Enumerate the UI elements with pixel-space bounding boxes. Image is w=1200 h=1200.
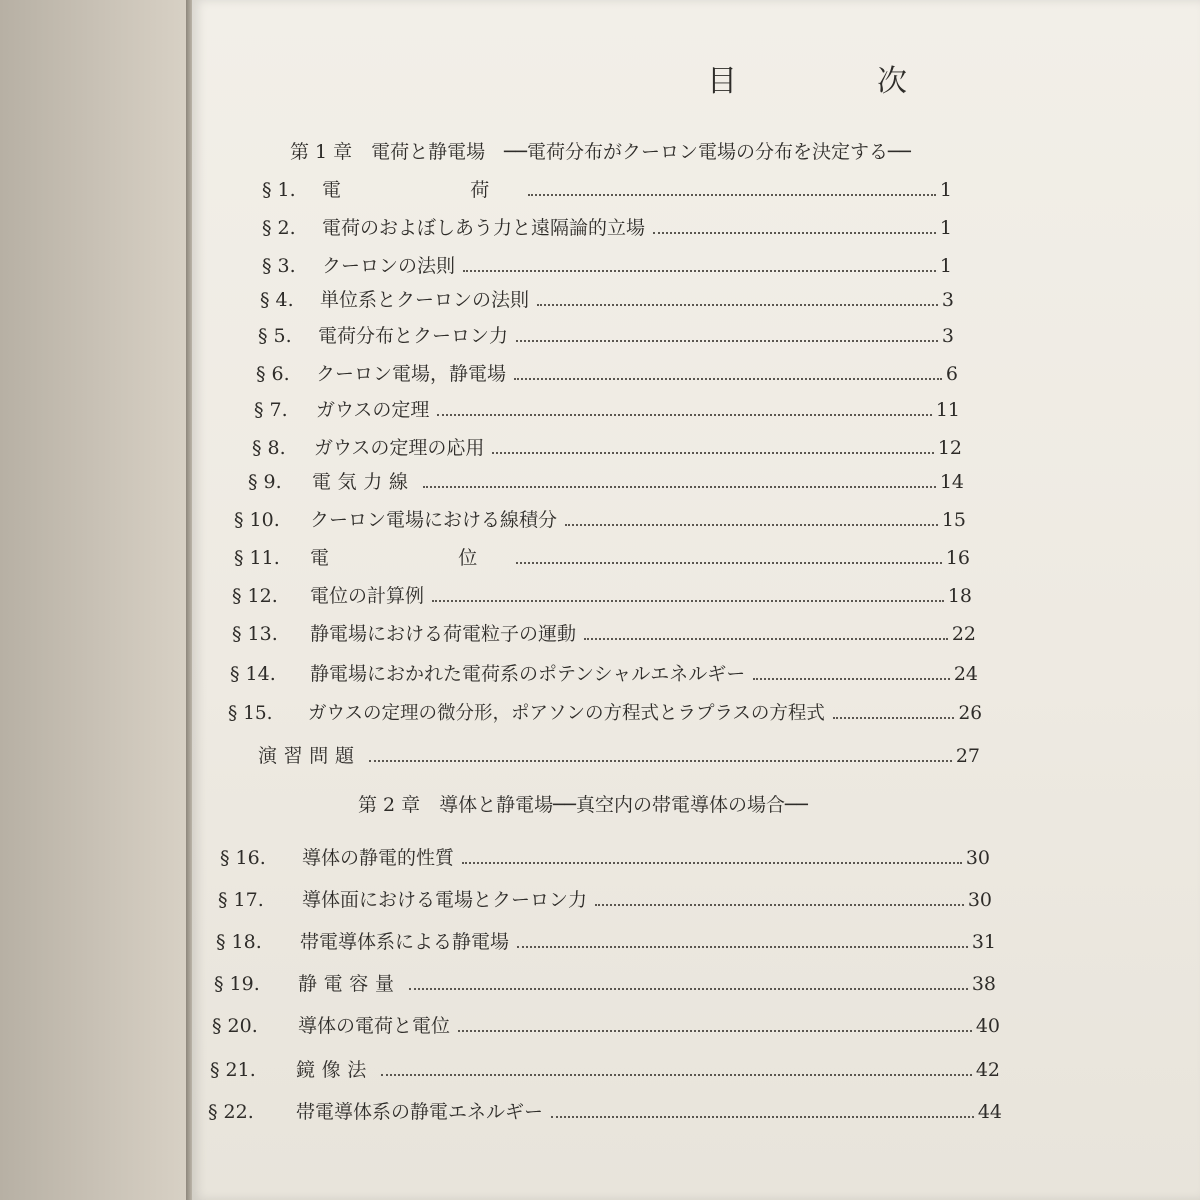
dot-leader: [551, 1116, 974, 1118]
dot-leader: [462, 862, 962, 864]
page-number: 16: [945, 547, 970, 569]
page-number: 27: [955, 745, 980, 767]
section-number: § 21.: [210, 1059, 256, 1081]
dot-leader: [516, 562, 942, 564]
page-number: 40: [975, 1015, 1000, 1037]
toc-entry-13[interactable]: [232, 620, 976, 648]
dot-leader: [381, 1074, 972, 1076]
section-number: § 8.: [252, 437, 286, 459]
section-title: 帯電導体系による静電場: [300, 931, 510, 953]
section-title: 静電容量: [298, 973, 401, 995]
page-number: 14: [939, 471, 964, 493]
section-number: § 17.: [218, 889, 264, 911]
section-number: § 5.: [258, 325, 292, 347]
dot-leader: [528, 194, 936, 196]
page-number: 15: [941, 509, 966, 531]
page-number: 1: [939, 217, 952, 239]
page-number: 24: [953, 663, 978, 685]
section-title: 導体の電荷と電位: [298, 1015, 451, 1037]
page-number: 6: [945, 363, 958, 385]
dot-leader: [517, 946, 968, 948]
toc-entry-8[interactable]: [252, 434, 962, 462]
title-char-2: 次: [877, 64, 907, 99]
dot-leader: [437, 414, 931, 416]
section-number: § 2.: [262, 217, 296, 239]
toc-entry-1[interactable]: [262, 176, 952, 204]
section-number: § 12.: [232, 585, 278, 607]
page-number: 1: [939, 255, 952, 277]
toc-entry-22[interactable]: [208, 1098, 1002, 1126]
toc-entry-16[interactable]: [220, 844, 990, 872]
toc-entry-17[interactable]: [218, 886, 992, 914]
title-char-1: 目: [707, 64, 737, 99]
toc-entry-18[interactable]: [216, 928, 996, 956]
toc-entry-19[interactable]: [214, 970, 996, 998]
toc-entry-7[interactable]: [254, 396, 960, 424]
section-title: 電気力線: [312, 471, 415, 493]
dot-leader: [833, 717, 955, 719]
dot-leader: [463, 270, 936, 272]
toc-entry-21[interactable]: [210, 1056, 1000, 1084]
toc-entry-6[interactable]: [256, 360, 958, 388]
section-title: 導体面における電場とクーロン力: [302, 889, 588, 911]
dot-leader: [516, 340, 938, 342]
section-number: § 3.: [262, 255, 296, 277]
section-number: § 9.: [248, 471, 282, 493]
page-number: 11: [935, 399, 960, 421]
page-number: 3: [941, 289, 954, 311]
toc-entry-2[interactable]: [262, 214, 952, 242]
page-number: 38: [971, 973, 996, 995]
toc-entry-10[interactable]: [234, 506, 966, 534]
toc-entry-11[interactable]: [234, 544, 970, 572]
page-number: 3: [941, 325, 954, 347]
section-title: ガウスの定理の微分形，ポアソンの方程式とラプラスの方程式: [308, 703, 825, 724]
toc-entry-exercises[interactable]: [258, 742, 980, 770]
page-number: 22: [951, 623, 976, 645]
section-title: 演習問題: [258, 745, 361, 767]
page-number: 44: [977, 1101, 1002, 1123]
toc-entry-20[interactable]: [212, 1012, 1000, 1040]
section-title: 鏡像法: [296, 1059, 373, 1081]
toc-entry-5[interactable]: [258, 322, 954, 350]
section-title: ガウスの定理の応用: [314, 437, 485, 459]
chapter-2-heading: 第 2 章 導体と静電場──真空内の帯電導体の場合──: [358, 794, 808, 816]
dot-leader: [537, 304, 938, 306]
section-title: 電位の計算例: [310, 585, 425, 607]
page-number: 12: [937, 437, 962, 459]
section-title: 単位系とクーロンの法則: [320, 289, 530, 311]
page-number: 18: [947, 585, 972, 607]
section-number: § 19.: [214, 973, 260, 995]
dot-leader: [565, 524, 938, 526]
section-title: 静電場におかれた電荷系のポテンシャルエネルギー: [310, 663, 746, 685]
dot-leader: [653, 232, 936, 234]
section-number: § 18.: [216, 931, 262, 953]
section-title: 電 位: [310, 547, 508, 569]
dot-leader: [458, 1030, 972, 1032]
dot-leader: [492, 452, 933, 454]
toc-entry-3[interactable]: [262, 252, 952, 280]
toc-page: [192, 0, 1200, 1200]
section-title: 導体の静電的性質: [302, 847, 455, 869]
dot-leader: [432, 600, 944, 602]
section-title: クーロン電場，静電場: [316, 363, 507, 385]
page-number: 30: [965, 847, 990, 869]
section-number: § 16.: [220, 847, 266, 869]
section-number: § 11.: [234, 547, 280, 569]
section-number: § 4.: [260, 289, 294, 311]
toc-entry-12[interactable]: [232, 582, 972, 610]
section-number: § 20.: [212, 1015, 258, 1037]
page-number: 1: [939, 179, 952, 201]
chapter-1-heading: 第 1 章 電荷と静電場 ──電荷分布がクーロン電場の分布を決定する──: [290, 141, 911, 163]
section-number: § 22.: [208, 1101, 254, 1123]
page-number: 26: [958, 703, 982, 724]
section-number: § 7.: [254, 399, 288, 421]
page-number: 30: [967, 889, 992, 911]
page-number: 42: [975, 1059, 1000, 1081]
section-title: 静電場における荷電粒子の運動: [310, 623, 577, 645]
section-title: 帯電導体系の静電エネルギー: [296, 1101, 544, 1123]
section-title: 電 荷: [322, 179, 520, 201]
section-title: クーロン電場における線積分: [310, 509, 558, 531]
section-title: ガウスの定理: [316, 399, 430, 421]
page-number: 31: [971, 931, 996, 953]
dot-leader: [753, 678, 950, 680]
page-title: [707, 58, 907, 98]
dot-leader: [595, 904, 964, 906]
section-number: § 6.: [256, 363, 290, 385]
section-title: 電荷のおよぼしあう力と遠隔論的立場: [322, 217, 646, 239]
section-title: クーロンの法則: [322, 255, 456, 277]
toc-entry-15[interactable]: [228, 700, 982, 728]
section-number: § 14.: [230, 663, 276, 685]
toc-entry-14[interactable]: [230, 660, 978, 688]
section-number: § 15.: [228, 703, 273, 724]
dot-leader: [423, 486, 936, 488]
facing-page: [0, 0, 188, 1200]
section-number: § 13.: [232, 623, 278, 645]
dot-leader: [369, 760, 952, 762]
section-title: 電荷分布とクーロン力: [318, 325, 509, 347]
section-number: § 10.: [234, 509, 280, 531]
toc-entry-9[interactable]: [248, 468, 964, 496]
dot-leader: [514, 378, 942, 380]
dot-leader: [584, 638, 948, 640]
section-number: § 1.: [262, 179, 296, 201]
dot-leader: [409, 988, 968, 990]
toc-entry-4[interactable]: [260, 286, 954, 314]
